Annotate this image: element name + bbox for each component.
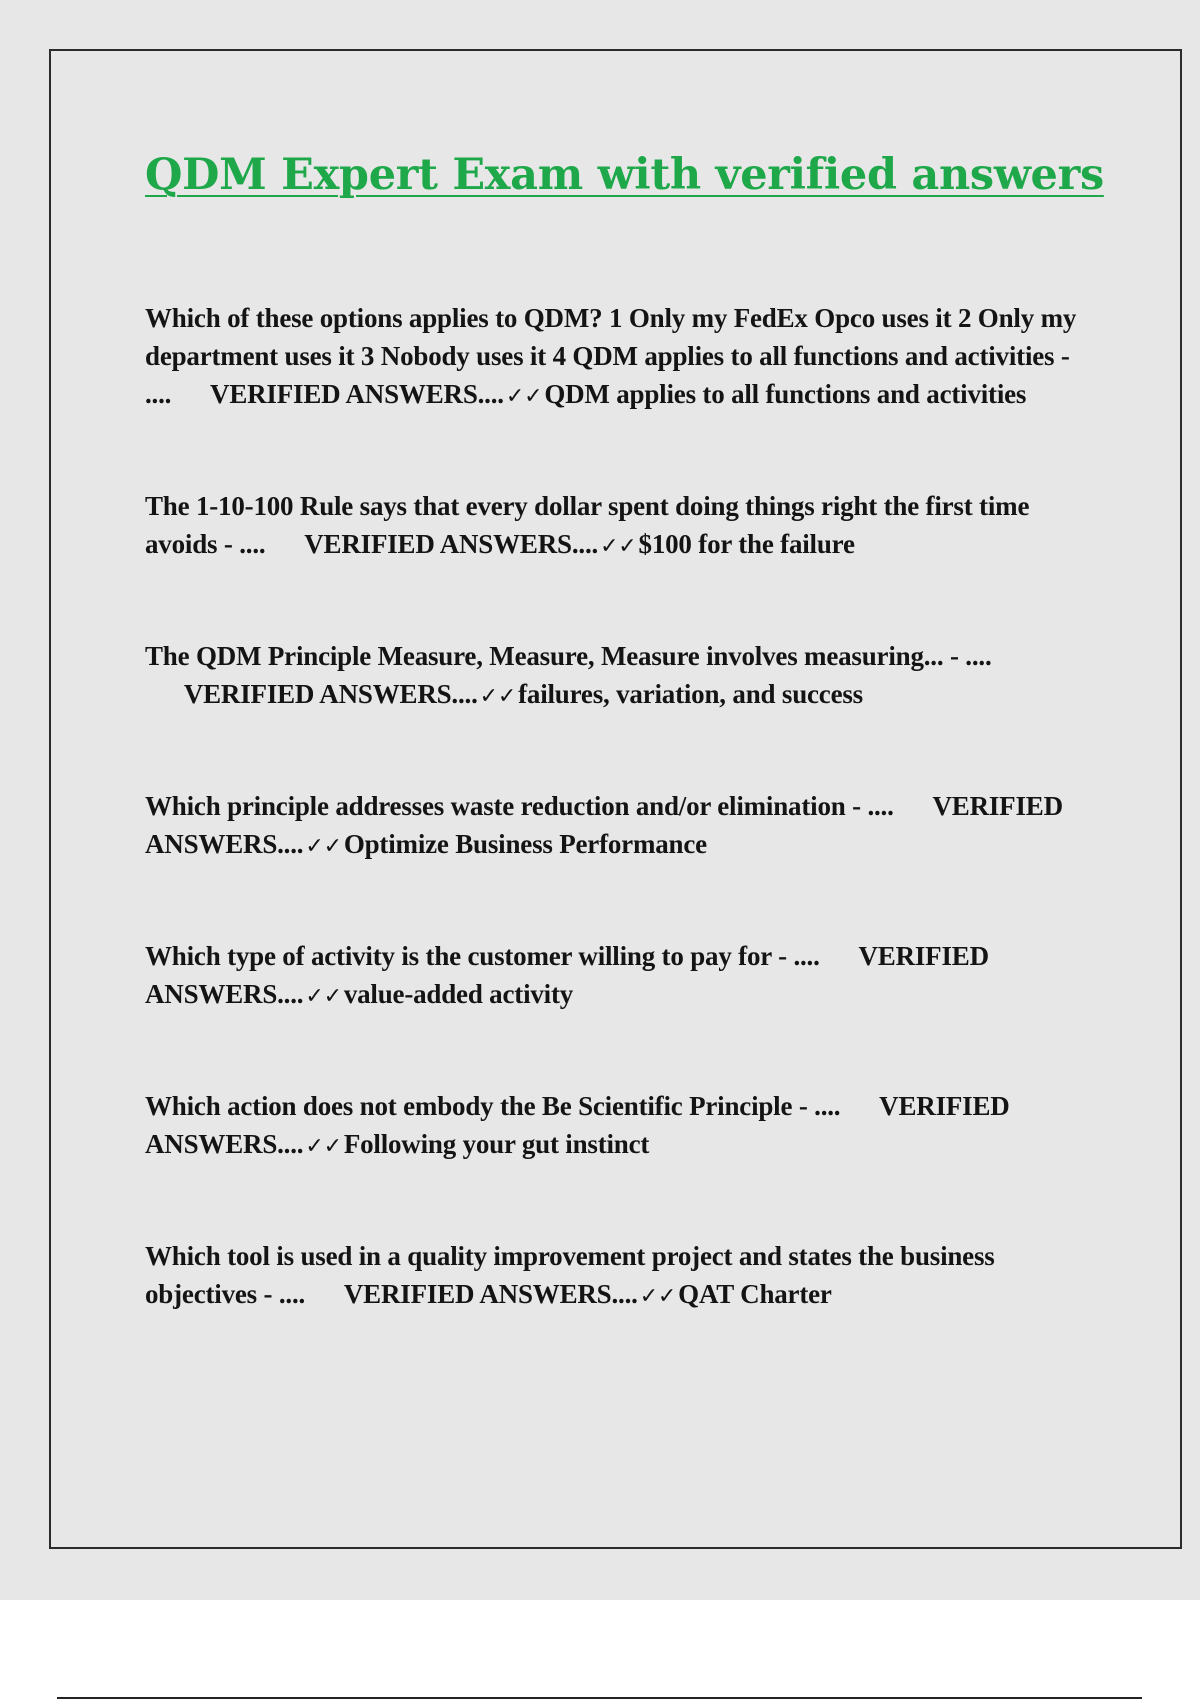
answer-text: value-added activity bbox=[343, 979, 574, 1009]
answer-text: Optimize Business Performance bbox=[343, 829, 707, 859]
verified-answers-label: VERIFIED ANSWERS.... bbox=[145, 1091, 1010, 1159]
document-title: QDM Expert Exam with verified answers bbox=[145, 150, 1104, 200]
question-text: Which action does not embody the Be Scientific Principle - .... bbox=[145, 1091, 841, 1121]
answer-text: failures, variation, and success bbox=[518, 679, 863, 709]
double-check-icon: ✓✓ bbox=[305, 1134, 342, 1159]
verified-answers-label: VERIFIED ANSWERS.... bbox=[343, 1279, 638, 1309]
verified-answers-label: VERIFIED ANSWERS.... bbox=[210, 379, 504, 409]
verified-answers-label: VERIFIED ANSWERS.... bbox=[145, 941, 989, 1009]
verified-answers-label: VERIFIED ANSWERS.... bbox=[304, 529, 599, 559]
answer-text: QDM applies to all functions and activities bbox=[544, 379, 1027, 409]
verified-answers-label: VERIFIED ANSWERS.... bbox=[183, 679, 478, 709]
double-check-icon: ✓✓ bbox=[639, 1284, 677, 1309]
qa-item bbox=[145, 637, 1095, 716]
qa-item bbox=[145, 1237, 1095, 1316]
qa-item bbox=[145, 487, 1095, 566]
double-check-icon: ✓✓ bbox=[505, 384, 543, 409]
question-text: The 1-10-100 Rule says that every dollar spent doing things right the first time avoids - .... bbox=[145, 491, 1030, 559]
answer-text: Following your gut instinct bbox=[343, 1129, 650, 1159]
qa-item bbox=[145, 299, 1095, 416]
footer-rule bbox=[57, 1697, 1142, 1699]
answer-text: QAT Charter bbox=[678, 1279, 832, 1309]
qa-item bbox=[145, 1087, 1095, 1166]
question-text: Which of these options applies to QDM? 1 Only my FedEx Opco uses it 2 Only my department uses it 3 Nobody uses it 4 QDM applies to all functions and activities - .... bbox=[145, 303, 1077, 409]
double-check-icon: ✓✓ bbox=[479, 684, 517, 709]
question-text: The QDM Principle Measure, Measure, Measure involves measuring... - .... bbox=[145, 641, 992, 671]
qa-item bbox=[145, 937, 1095, 1016]
verified-answers-label: VERIFIED ANSWERS.... bbox=[145, 791, 1063, 859]
double-check-icon: ✓✓ bbox=[600, 534, 637, 559]
qa-item bbox=[145, 787, 1095, 866]
qa-list bbox=[145, 299, 1095, 1387]
question-text: Which tool is used in a quality improvement project and states the business objectives - .... bbox=[145, 1241, 995, 1309]
double-check-icon: ✓✓ bbox=[305, 984, 342, 1009]
question-text: Which principle addresses waste reduction and/or elimination - .... bbox=[145, 791, 894, 821]
answer-text: $100 for the failure bbox=[638, 529, 855, 559]
double-check-icon: ✓✓ bbox=[305, 834, 342, 859]
question-text: Which type of activity is the customer willing to pay for - .... bbox=[145, 941, 820, 971]
